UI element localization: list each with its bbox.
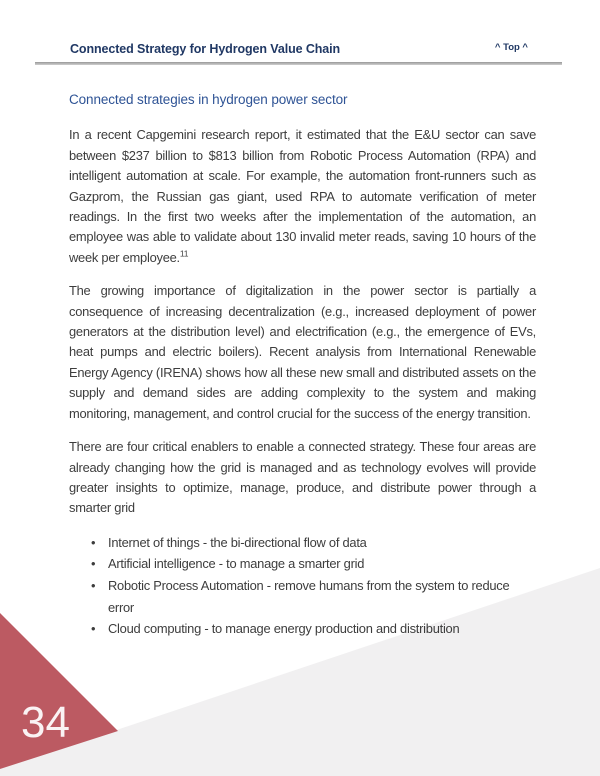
list-item-robotic-process-automation: • Robotic Process Automation - remove humans from the system to reduce error bbox=[91, 575, 536, 618]
page-content bbox=[69, 90, 536, 640]
document-header bbox=[70, 40, 530, 58]
paragraph-four-enablers: There are four critical enablers to enable a connected strategy. These four areas are already changing how the grid is managed and as technology evolves will provide greater insights to optimize, manage, produce, and distribute power through a smarter grid bbox=[69, 439, 536, 516]
back-to-top-link[interactable]: ^ Top ^ bbox=[494, 42, 528, 53]
list-item-artificial-intelligence: • Artificial intelligence - to manage a smarter grid bbox=[91, 553, 536, 575]
paragraph-digitalization: The growing importance of digitalization in the power sector is partially a consequence of increasing decentralization (e.g., increased deployment of power generators at the distribution level) and electrification (e.g., the emergence of EVs, heat pumps and electric boilers). Recent analysis from International Renewable Energy Agency (IRENA) shows how all these new small and distributed assets on the supply and demand sides are adding complexity to the system and making monitoring, management, and control crucial for the success of the energy transition. bbox=[69, 283, 536, 421]
enablers-list bbox=[69, 532, 536, 640]
header-divider bbox=[35, 62, 562, 65]
section-heading: Connected strategies in hydrogen power sector bbox=[69, 92, 348, 107]
paragraph-1-text: In a recent Capgemini research report, it estimated that the E&U sector can save between $237 billion to $813 billion from Robotic Process Automation (RPA) and intelligent automation at scale. For example, the automation front-runners such as Gazprom, the Russian gas giant, used RPA to automate verification of meter readings. In the first two weeks after the implementation of the automation, an employee was able to validate about 130 invalid meter reads, saving 10 hours of the week per employee. bbox=[69, 127, 536, 265]
list-item-internet-of-things: • Internet of things - the bi-directional flow of data bbox=[91, 532, 536, 554]
page-number: 34 bbox=[21, 698, 70, 747]
document-title: Connected Strategy for Hydrogen Value Chain bbox=[70, 42, 341, 56]
list-item-cloud-computing: • Cloud computing - to manage energy production and distribution bbox=[91, 618, 536, 640]
paragraph-capgemini-report bbox=[69, 125, 536, 268]
footnote-reference: 11 bbox=[179, 248, 189, 259]
